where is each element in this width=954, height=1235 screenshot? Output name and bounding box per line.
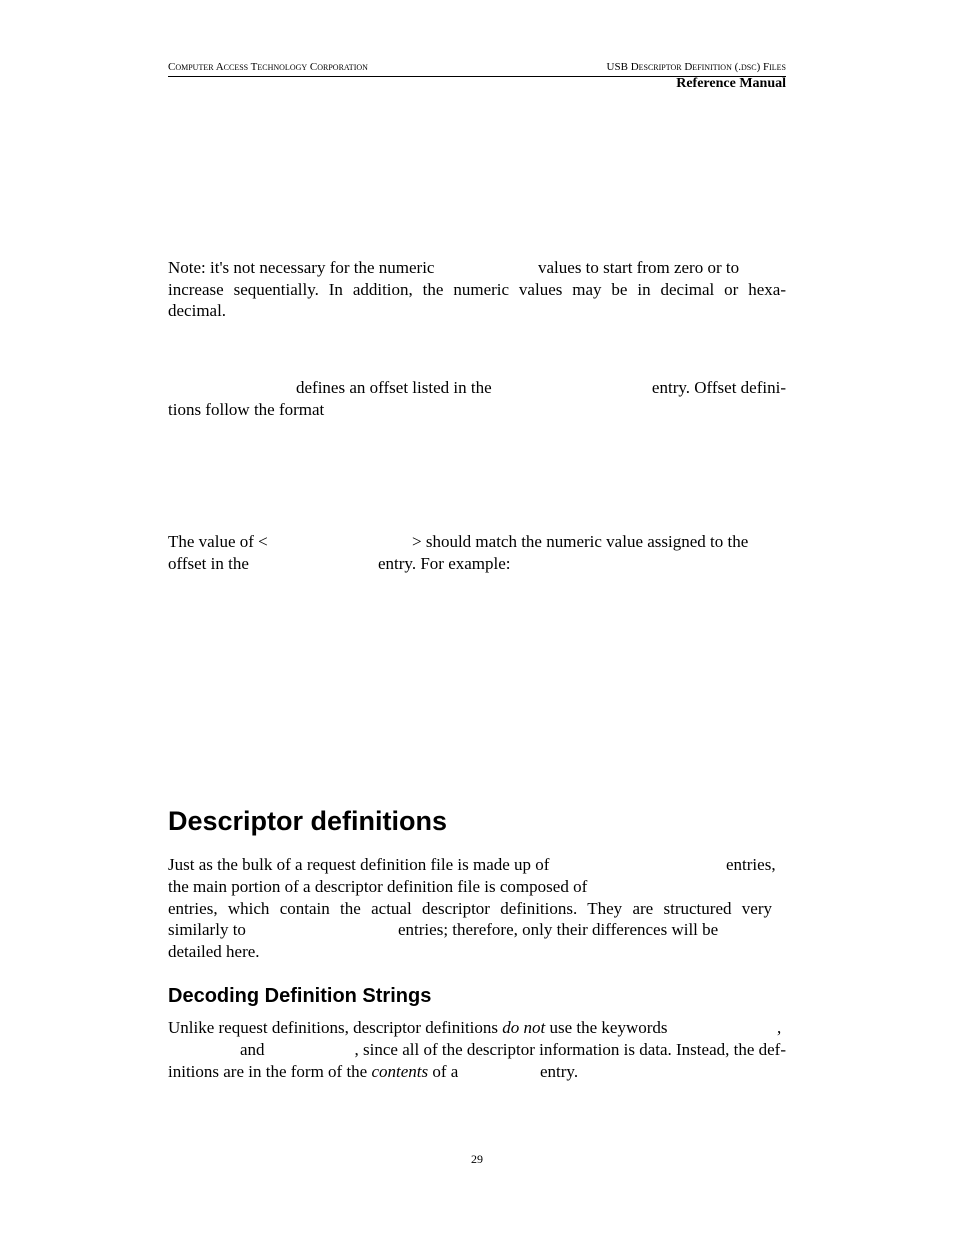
text: entry. Offset defini-	[651, 378, 786, 397]
running-header-left: Computer Access Technology Corporation	[168, 61, 368, 73]
text: initions are in the form of the	[168, 1062, 372, 1081]
text: Note: it's not necessary for the numeric	[168, 258, 435, 277]
text: the main portion of a descriptor definition file is composed of	[168, 877, 588, 896]
text: ,	[777, 1018, 782, 1037]
text	[168, 1062, 458, 1082]
text: entries,	[726, 855, 776, 874]
subsection-heading: Decoding Definition Strings	[168, 985, 432, 1007]
text: entries; therefore, only their differences will be	[398, 920, 719, 939]
text: decimal.	[168, 301, 227, 320]
text: , since all of the descriptor information is data. Instead, the def-	[354, 1040, 786, 1059]
text: similarly to	[168, 920, 246, 939]
text: and	[240, 1040, 265, 1059]
text: detailed here.	[168, 942, 260, 961]
text: values to start from zero or to	[538, 258, 740, 277]
text: entry. For example:	[378, 554, 511, 573]
running-header-subtitle: Reference Manual	[676, 76, 786, 91]
text: entries, which contain the actual descriptor definitions. They are structured very	[168, 899, 772, 918]
text: increase sequentially. In addition, the numeric values may be in decimal or hexa-	[168, 280, 786, 299]
text	[168, 1018, 668, 1038]
running-header-right: USB Descriptor Definition (.dsc) Files	[606, 61, 786, 73]
section-heading: Descriptor definitions	[168, 806, 448, 836]
text: of a	[428, 1062, 459, 1081]
text: use the keywords	[545, 1018, 668, 1037]
text: > should match the numeric value assigned to the	[412, 532, 749, 551]
page-number: 29	[471, 1152, 483, 1166]
text: defines an offset listed in the	[296, 378, 492, 397]
emphasis: do not	[502, 1018, 546, 1037]
text: entry.	[540, 1062, 579, 1081]
emphasis: contents	[371, 1062, 429, 1081]
text: offset in the	[168, 554, 249, 573]
text: Unlike request definitions, descriptor definitions	[168, 1018, 503, 1037]
text: The value of <	[168, 532, 268, 551]
text: Just as the bulk of a request definition file is made up of	[168, 855, 550, 874]
text: tions follow the format	[168, 400, 325, 419]
